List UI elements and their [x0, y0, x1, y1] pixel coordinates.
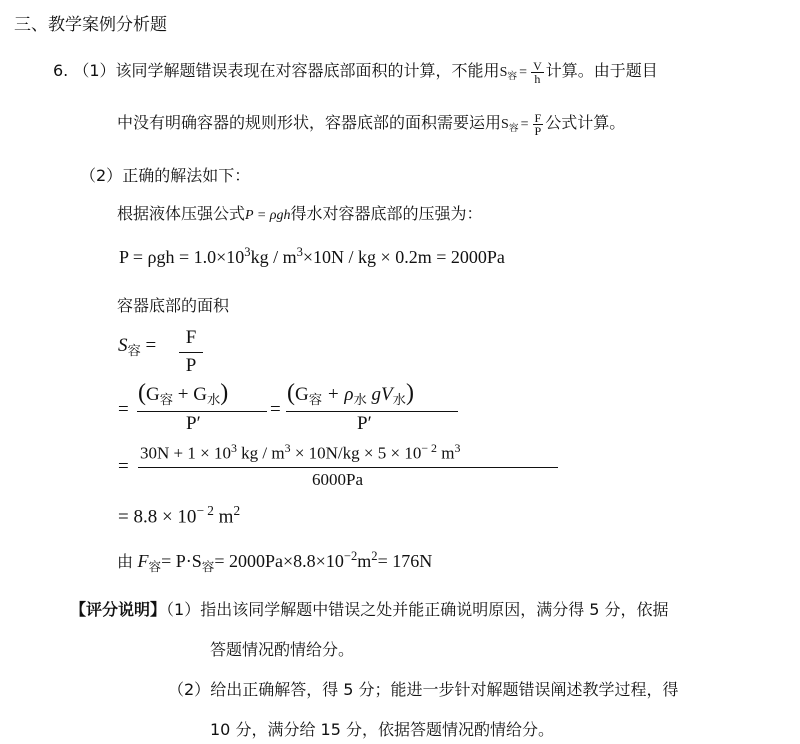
part2-label: （2） — [80, 166, 123, 185]
scoring-item2-label: （2） — [168, 680, 211, 699]
line3-den: 6000Pa — [312, 470, 363, 489]
scoring-label: 【评分说明】 — [70, 600, 167, 619]
scoring-item2-text1: 给出正确解答，得 5 分；能进一步针对解题错误阐述教学过程，得 — [210, 680, 679, 699]
line3-eq: = — [118, 456, 129, 477]
area-frac-bar — [179, 352, 203, 353]
line3-bar — [138, 467, 558, 468]
pressure-intro — [117, 201, 483, 224]
part2-title: 正确的解法如下： — [122, 166, 251, 185]
scoring-line3 — [168, 677, 679, 700]
line2-bar2 — [286, 411, 458, 412]
force-equation: 由 $F_容= P\cdot S_容= 2000Pa\times 8.8\times 10^{-2}m^2= 176N$ — [117, 549, 433, 574]
part1-text-b: 计算。由于题目 — [545, 61, 658, 80]
part1-label: （1） — [73, 61, 116, 80]
line3-num: $30N + 1 \times 10^3$ kg / $m^3 \times 10N/kg \times 5 \times 10^{- 2}$ $m^3$ — [140, 441, 461, 463]
inline-formula-f-over-p: $S_容$ = $\frac{F}{P}$ — [501, 110, 542, 139]
area-formula: $S_容$ = — [118, 335, 157, 358]
line2-den1: P′ — [186, 413, 201, 434]
area-label: 容器底部的面积 — [117, 296, 230, 315]
inline-formula-v-over-h: $S_容$ = $\frac{V}{h}$ — [499, 58, 542, 87]
scoring-item1-text1: 指出该同学解题中错误之处并能正确说明原因，满分得 5 分，依据 — [200, 600, 669, 619]
question-number: 6. — [53, 61, 69, 80]
scoring-item1-text2: 答题情况酌情给分。 — [210, 640, 355, 659]
line2-num2: ($G_容 + \rho_水$ $gV_水$) — [287, 380, 414, 407]
part1-text-a: 该同学解题错误表现在对容器底部面积的计算，不能用 — [115, 61, 500, 80]
line2-eq2: = — [270, 399, 281, 420]
line2-bar1 — [137, 411, 267, 412]
line2-den2: P′ — [357, 413, 372, 434]
section-heading: 三、教学案例分析题 — [14, 15, 167, 35]
scoring-item1-label: （1） — [166, 600, 201, 619]
area-frac-den: P — [185, 355, 197, 376]
line4: = $8.8 \times 10^{- 2}$ $m^2$ — [118, 503, 241, 528]
question-6-line2 — [117, 110, 625, 138]
part1-text-c: 中没有明确容器的规则形状，容器底部的面积需要运用 — [117, 113, 502, 132]
pressure-intro-a: 根据液体压强公式 — [117, 204, 246, 223]
scoring-line1 — [70, 597, 669, 620]
pressure-equation: $P = \rho gh = 1.0\times 10^3kg / m^3\times 10N$ / kg × 0.2m = 2000Pa — [119, 245, 505, 267]
question-6-line1 — [53, 58, 658, 86]
line2-eq1: = — [118, 399, 129, 420]
part2-heading — [80, 163, 250, 186]
line2-num1: $(G_容 + G_水)$ — [138, 380, 229, 407]
scoring-item2-text2: 10 分，满分给 15 分，依据答题情况酌情给分。 — [210, 720, 554, 739]
part1-text-d: 公式计算。 — [545, 113, 626, 132]
pressure-intro-b: 得水对容器底部的压强为： — [290, 204, 483, 223]
pressure-formula-inline: P = ρgh — [245, 208, 291, 223]
area-frac-num: F — [185, 327, 197, 348]
